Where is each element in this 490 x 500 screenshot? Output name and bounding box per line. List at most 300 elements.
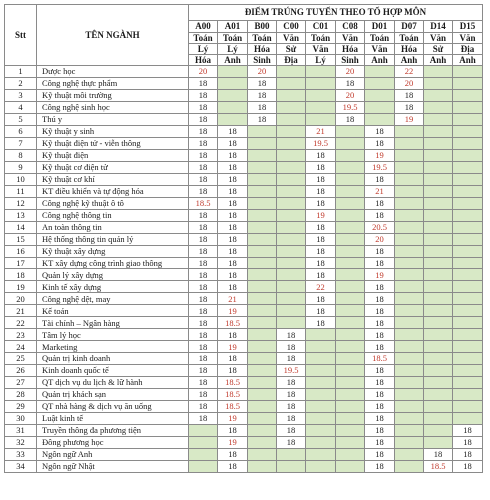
score-cell: 18 [424, 449, 453, 461]
empty-score-cell [424, 257, 453, 269]
empty-score-cell [424, 66, 453, 78]
score-cell: 18 [365, 125, 395, 137]
table-row [5, 257, 483, 269]
empty-score-cell [218, 77, 248, 89]
empty-score-cell [306, 329, 336, 341]
score-cell: 18 [306, 161, 336, 173]
empty-score-cell [336, 161, 365, 173]
major-name: Đông phương học [37, 437, 189, 449]
empty-score-cell [424, 353, 453, 365]
row-number: 34 [5, 460, 37, 472]
score-cell: 18 [277, 389, 306, 401]
score-cell: 18 [365, 305, 395, 317]
major-name: Công nghệ thông tin [37, 209, 189, 221]
empty-score-cell [248, 125, 277, 137]
empty-score-cell [453, 197, 483, 209]
row-number: 16 [5, 245, 37, 257]
group-title-header: ĐIỂM TRÚNG TUYỂN THEO TỔ HỢP MÔN [189, 5, 483, 21]
row-number: 4 [5, 101, 37, 113]
major-name: Thú y [37, 113, 189, 125]
subject-header: Anh [395, 55, 424, 66]
score-cell: 18 [306, 269, 336, 281]
score-cell: 18 [218, 257, 248, 269]
table-row [5, 353, 483, 365]
empty-score-cell [424, 173, 453, 185]
major-name: Công nghệ kỹ thuật ô tô [37, 197, 189, 209]
empty-score-cell [277, 233, 306, 245]
empty-score-cell [336, 460, 365, 472]
empty-score-cell [395, 257, 424, 269]
empty-score-cell [453, 185, 483, 197]
empty-score-cell [248, 317, 277, 329]
empty-score-cell [218, 101, 248, 113]
empty-score-cell [395, 245, 424, 257]
empty-score-cell [395, 281, 424, 293]
score-cell: 18 [248, 101, 277, 113]
score-cell: 18 [189, 137, 218, 149]
empty-score-cell [277, 66, 306, 78]
empty-score-cell [424, 137, 453, 149]
subject-header: Toán [189, 33, 218, 44]
empty-score-cell [336, 413, 365, 425]
empty-score-cell [395, 329, 424, 341]
row-number: 32 [5, 437, 37, 449]
empty-score-cell [365, 77, 395, 89]
score-cell: 18 [365, 293, 395, 305]
empty-score-cell [336, 233, 365, 245]
empty-score-cell [395, 377, 424, 389]
empty-score-cell [306, 113, 336, 125]
empty-score-cell [453, 221, 483, 233]
empty-score-cell [336, 185, 365, 197]
score-cell: 18 [218, 460, 248, 472]
empty-score-cell [395, 425, 424, 437]
score-cell: 18.5 [218, 317, 248, 329]
major-name: Công nghệ dệt, may [37, 293, 189, 305]
subject-header: Lý [218, 44, 248, 55]
major-name: An toàn thông tin [37, 221, 189, 233]
score-cell: 21 [218, 293, 248, 305]
score-cell: 20 [189, 66, 218, 78]
score-cell: 19 [306, 209, 336, 221]
empty-score-cell [453, 125, 483, 137]
empty-score-cell [248, 149, 277, 161]
empty-score-cell [424, 197, 453, 209]
empty-score-cell [248, 341, 277, 353]
row-number: 10 [5, 173, 37, 185]
table-header [5, 5, 483, 66]
score-cell: 19 [218, 413, 248, 425]
table-row [5, 269, 483, 281]
subject-header: Hóa [395, 44, 424, 55]
score-cell: 19.5 [365, 161, 395, 173]
score-cell: 18 [277, 413, 306, 425]
score-cell: 19.5 [306, 137, 336, 149]
subject-header: Anh [218, 55, 248, 66]
score-cell: 18 [365, 209, 395, 221]
major-name: Luật kinh tế [37, 413, 189, 425]
row-number: 30 [5, 413, 37, 425]
empty-score-cell [336, 197, 365, 209]
score-cell: 18 [189, 329, 218, 341]
empty-score-cell [453, 329, 483, 341]
row-number: 28 [5, 389, 37, 401]
major-name: Kinh doanh quốc tế [37, 365, 189, 377]
table-row [5, 149, 483, 161]
empty-score-cell [453, 341, 483, 353]
empty-score-cell [424, 341, 453, 353]
table-row [5, 209, 483, 221]
admission-score-table [4, 4, 483, 473]
empty-score-cell [306, 89, 336, 101]
empty-score-cell [306, 341, 336, 353]
table-row [5, 460, 483, 472]
row-number: 24 [5, 341, 37, 353]
empty-score-cell [189, 437, 218, 449]
empty-score-cell [248, 377, 277, 389]
score-cell: 18 [189, 341, 218, 353]
row-number: 13 [5, 209, 37, 221]
score-cell: 18 [189, 377, 218, 389]
major-name: KT xây dựng công trình giao thông [37, 257, 189, 269]
combo-code-header: B00 [248, 21, 277, 33]
empty-score-cell [336, 269, 365, 281]
score-cell: 19 [395, 113, 424, 125]
empty-score-cell [336, 281, 365, 293]
empty-score-cell [395, 413, 424, 425]
empty-score-cell [424, 413, 453, 425]
score-cell: 18 [189, 101, 218, 113]
score-cell: 20 [248, 66, 277, 78]
empty-score-cell [453, 149, 483, 161]
empty-score-cell [336, 329, 365, 341]
score-cell: 18 [218, 269, 248, 281]
score-cell: 18 [189, 77, 218, 89]
empty-score-cell [218, 113, 248, 125]
score-cell: 18 [453, 460, 483, 472]
empty-score-cell [336, 353, 365, 365]
major-name: Kế toán [37, 305, 189, 317]
empty-score-cell [277, 209, 306, 221]
score-cell: 18 [277, 341, 306, 353]
empty-score-cell [453, 281, 483, 293]
score-cell: 18.5 [365, 353, 395, 365]
empty-score-cell [424, 293, 453, 305]
major-name: Ngôn ngữ Nhật [37, 460, 189, 472]
score-cell: 18 [365, 317, 395, 329]
empty-score-cell [306, 101, 336, 113]
empty-score-cell [306, 413, 336, 425]
empty-score-cell [277, 305, 306, 317]
score-cell: 18.5 [189, 197, 218, 209]
score-cell: 18 [395, 101, 424, 113]
subject-header: Hóa [336, 44, 365, 55]
empty-score-cell [277, 113, 306, 125]
score-cell: 18 [218, 209, 248, 221]
empty-score-cell [395, 401, 424, 413]
score-cell: 18 [365, 389, 395, 401]
empty-score-cell [395, 460, 424, 472]
empty-score-cell [424, 125, 453, 137]
empty-score-cell [395, 209, 424, 221]
empty-score-cell [336, 425, 365, 437]
row-number: 21 [5, 305, 37, 317]
table-row [5, 233, 483, 245]
score-cell: 18 [189, 269, 218, 281]
empty-score-cell [218, 89, 248, 101]
major-name: Kỹ thuật cơ khí [37, 173, 189, 185]
table-row [5, 221, 483, 233]
subject-header: Anh [424, 55, 453, 66]
combo-code-header: D15 [453, 21, 483, 33]
major-name: Kỹ thuật xây dựng [37, 245, 189, 257]
empty-score-cell [248, 173, 277, 185]
row-number: 11 [5, 185, 37, 197]
score-cell: 18 [189, 245, 218, 257]
major-name: Kỹ thuật y sinh [37, 125, 189, 137]
subject-header: Lý [189, 44, 218, 55]
score-cell: 21 [365, 185, 395, 197]
score-cell: 18 [218, 449, 248, 461]
empty-score-cell [424, 269, 453, 281]
score-cell: 19 [365, 269, 395, 281]
empty-score-cell [277, 221, 306, 233]
empty-score-cell [306, 353, 336, 365]
empty-score-cell [277, 173, 306, 185]
score-cell: 18 [453, 425, 483, 437]
score-cell: 20 [336, 89, 365, 101]
empty-score-cell [453, 389, 483, 401]
table-row [5, 329, 483, 341]
table-row [5, 185, 483, 197]
score-cell: 18 [306, 185, 336, 197]
score-cell: 18 [189, 221, 218, 233]
major-name: Quản trị khách sạn [37, 389, 189, 401]
row-number: 17 [5, 257, 37, 269]
empty-score-cell [248, 161, 277, 173]
empty-score-cell [248, 197, 277, 209]
score-cell: 18 [218, 221, 248, 233]
empty-score-cell [453, 89, 483, 101]
combo-code-header: A01 [218, 21, 248, 33]
empty-score-cell [336, 137, 365, 149]
empty-score-cell [248, 449, 277, 461]
empty-score-cell [453, 101, 483, 113]
score-cell: 19 [218, 437, 248, 449]
empty-score-cell [248, 233, 277, 245]
row-number: 8 [5, 149, 37, 161]
score-cell: 18 [189, 161, 218, 173]
score-cell: 18 [306, 149, 336, 161]
subject-header: Hóa [189, 55, 218, 66]
empty-score-cell [248, 353, 277, 365]
row-number: 1 [5, 66, 37, 78]
row-number: 2 [5, 77, 37, 89]
score-cell: 18 [218, 137, 248, 149]
empty-score-cell [395, 137, 424, 149]
empty-score-cell [277, 245, 306, 257]
score-cell: 18 [277, 377, 306, 389]
row-number: 3 [5, 89, 37, 101]
score-cell: 18 [395, 89, 424, 101]
subject-header: Văn [424, 33, 453, 44]
score-cell: 18 [218, 125, 248, 137]
score-cell: 18 [365, 281, 395, 293]
empty-score-cell [336, 245, 365, 257]
empty-score-cell [277, 125, 306, 137]
empty-score-cell [453, 137, 483, 149]
row-number: 27 [5, 377, 37, 389]
major-name: Ngôn ngữ Anh [37, 449, 189, 461]
score-cell: 18.5 [424, 460, 453, 472]
empty-score-cell [395, 185, 424, 197]
empty-score-cell [424, 305, 453, 317]
score-cell: 19 [218, 341, 248, 353]
table-row [5, 101, 483, 113]
score-cell: 21 [306, 125, 336, 137]
empty-score-cell [277, 449, 306, 461]
score-cell: 18 [365, 197, 395, 209]
score-cell: 18 [218, 425, 248, 437]
major-name: Marketing [37, 341, 189, 353]
empty-score-cell [424, 389, 453, 401]
empty-score-cell [395, 233, 424, 245]
table-row [5, 113, 483, 125]
score-cell: 18 [365, 329, 395, 341]
empty-score-cell [277, 281, 306, 293]
empty-score-cell [453, 293, 483, 305]
empty-score-cell [277, 460, 306, 472]
score-cell: 18 [365, 425, 395, 437]
empty-score-cell [395, 197, 424, 209]
empty-score-cell [453, 173, 483, 185]
score-cell: 18 [189, 413, 218, 425]
score-cell: 18 [189, 365, 218, 377]
score-cell: 18.5 [218, 377, 248, 389]
empty-score-cell [453, 77, 483, 89]
score-cell: 18 [365, 460, 395, 472]
row-number: 23 [5, 329, 37, 341]
table-row [5, 317, 483, 329]
combo-code-header: A00 [189, 21, 218, 33]
empty-score-cell [248, 425, 277, 437]
major-name: Dược học [37, 66, 189, 78]
subject-header: Lý [306, 55, 336, 66]
score-cell: 18 [365, 341, 395, 353]
empty-score-cell [424, 401, 453, 413]
empty-score-cell [277, 101, 306, 113]
score-cell: 18 [189, 389, 218, 401]
major-name: Kinh tế xây dựng [37, 281, 189, 293]
score-cell: 18 [277, 329, 306, 341]
empty-score-cell [336, 173, 365, 185]
empty-score-cell [277, 137, 306, 149]
score-cell: 18 [365, 437, 395, 449]
score-cell: 18 [306, 293, 336, 305]
row-number: 29 [5, 401, 37, 413]
empty-score-cell [395, 173, 424, 185]
empty-score-cell [336, 377, 365, 389]
table-row [5, 66, 483, 78]
empty-score-cell [306, 77, 336, 89]
row-number: 25 [5, 353, 37, 365]
empty-score-cell [395, 437, 424, 449]
score-cell: 18 [218, 149, 248, 161]
empty-score-cell [336, 341, 365, 353]
empty-score-cell [424, 245, 453, 257]
score-cell: 18 [189, 113, 218, 125]
table-row [5, 161, 483, 173]
score-cell: 18 [365, 401, 395, 413]
empty-score-cell [424, 221, 453, 233]
empty-score-cell [277, 317, 306, 329]
score-cell: 18 [248, 113, 277, 125]
table-row [5, 245, 483, 257]
row-number: 20 [5, 293, 37, 305]
empty-score-cell [424, 113, 453, 125]
score-cell: 18 [218, 161, 248, 173]
score-cell: 18 [306, 233, 336, 245]
empty-score-cell [248, 437, 277, 449]
major-name: Công nghệ thực phẩm [37, 77, 189, 89]
empty-score-cell [424, 317, 453, 329]
score-cell: 18 [218, 329, 248, 341]
empty-score-cell [277, 257, 306, 269]
major-name: Hệ thống thông tin quản lý [37, 233, 189, 245]
subject-header: Sinh [248, 55, 277, 66]
empty-score-cell [424, 365, 453, 377]
empty-score-cell [248, 209, 277, 221]
score-cell: 18 [218, 281, 248, 293]
empty-score-cell [248, 257, 277, 269]
empty-score-cell [306, 66, 336, 78]
major-name: Kỹ thuật điện tử - viễn thông [37, 137, 189, 149]
empty-score-cell [248, 245, 277, 257]
subject-header: Văn [277, 33, 306, 44]
score-cell: 18 [306, 221, 336, 233]
combo-code-header: C01 [306, 21, 336, 33]
empty-score-cell [453, 401, 483, 413]
empty-score-cell [453, 233, 483, 245]
major-name: Truyền thông đa phương tiện [37, 425, 189, 437]
empty-score-cell [336, 149, 365, 161]
score-cell: 20 [395, 77, 424, 89]
empty-score-cell [365, 101, 395, 113]
empty-score-cell [189, 449, 218, 461]
score-cell: 18 [189, 185, 218, 197]
table-row [5, 413, 483, 425]
empty-score-cell [277, 149, 306, 161]
empty-score-cell [395, 317, 424, 329]
major-name: Kỹ thuật cơ điện tử [37, 161, 189, 173]
empty-score-cell [336, 449, 365, 461]
subject-header: Văn [365, 44, 395, 55]
empty-score-cell [277, 161, 306, 173]
empty-score-cell [277, 293, 306, 305]
empty-score-cell [248, 389, 277, 401]
empty-score-cell [248, 137, 277, 149]
table-row [5, 437, 483, 449]
empty-score-cell [248, 401, 277, 413]
table-row [5, 197, 483, 209]
empty-score-cell [453, 113, 483, 125]
empty-score-cell [277, 77, 306, 89]
empty-score-cell [395, 449, 424, 461]
empty-score-cell [336, 221, 365, 233]
empty-score-cell [453, 269, 483, 281]
empty-score-cell [248, 281, 277, 293]
table-row [5, 305, 483, 317]
